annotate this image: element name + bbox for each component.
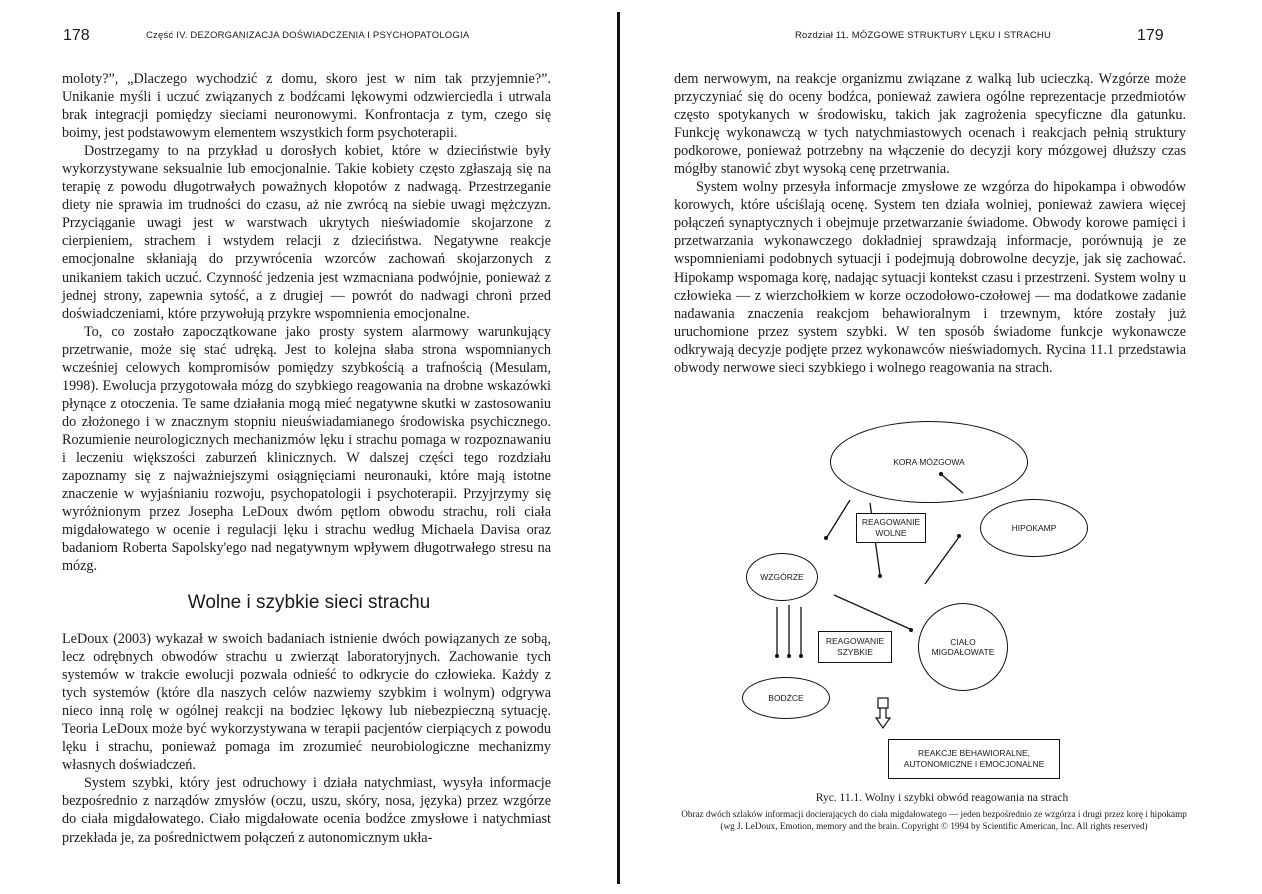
section-heading: Wolne i szybkie sieci strachu [187,592,431,613]
arrow-dot [957,534,961,538]
arrow-dot [824,536,828,540]
arrow-cialo-reakcje-base [878,698,888,708]
fear-circuit-diagram [722,395,1142,785]
node-cialo-migdalowate: CIAŁO MIGDAŁOWATE [918,603,1008,691]
figure-caption-body: Obraz dwóch szlaków informacji docierających do ciała migdałowatego — jeden bezpośrednio ze wzgórza i drugi przez korę i hipokamp (wg J. LeDoux, Emotion, memory and the brain. Copyright © 1994 by Scientific American, Inc. All rights reserved) [681,809,1187,831]
paragraph: To, co zostało zapoczątkowane jako prosty system alarmowy warunkujący przetrwanie, może się stać udręką. Jest to kolejna słaba strona wspomnianych wcześniej celowych kompromisów pomiędzy szybkością a trafnością (Mesulam, 1998). Ewolucja przygotowała mózg do szybkiego reagowania na drobne wskazówki płynące z otoczenia. Te same działania mogą mieć negatywne skutki w zastosowaniu do złożonego i w znacznym stopniu nieuświadamianego środowiska psychicznego. Rozumienie neurologicznych mechanizmów lęku i strachu pomaga w rozpoznawaniu i leczeniu większości zaburzeń klinicznych. W dalszej części tego rozdziału zapoznamy się z najważniejszymi osiągnięciami neuronauki, które mają istotne znaczenie w wyjaśnianiu rozwoju, psychopatologii i psychoterapii. Przyjrzymy się wyróżnionym przez Josepha LeDoux dwóm pętlom obwodu strachu, roli ciała migdałowatego w ocenie i regulacji lęku i strachu według Michaela Davisa oraz badaniom Roberta Sapolsky'ego nad negatywnym wpływem długotrwałego stresu na mózg. [62,323,551,575]
node-hipokamp: HIPOKAMP [980,499,1088,557]
body-text [674,70,1186,377]
node-reagowanie-szybkie: REAGOWANIE SZYBKIE [818,631,892,663]
paragraph: moloty?”, „Dlaczego wychodzić z domu, skoro jest w nim tak przyjemnie?”. Unikanie myśli i uczuć związanych z bodźcami lękowymi odzwierciedla i utrwala brak integracji pomiędzy sieciami neuronowymi. Konfrontacja z tym, czego się boimy, jest podstawowym elementem wszystkich form psychoterapii. [62,71,551,142]
paragraph: System szybki, który jest odruchowy i działa natychmiast, wysyła informacje bezpośrednio z narządów zmysłów (oczu, uszu, skóry, nosa, języka) przez wzgórze do ciała migdałowatego. Ciało migdałowate ocenia bodźce zmysłowe i natychmiast przekłada je, za pośrednictwem połączeń z autonomicznym ukła- [62,775,551,846]
node-wzgorze: WZGÓRZE [746,553,818,601]
arrow-dot [775,654,779,658]
arrow-dot [787,654,791,658]
node-reakcje: REAKCJE BEHAWIORALNE, AUTONOMICZNE I EMOCJONALNE [888,739,1060,779]
paragraph: dem nerwowym, na reakcje organizmu związane z walką lub ucieczką. Wzgórze może przyczyniać się do oceny bodźca, ponieważ zawiera ogólne reprezentacje przedmiotów często spotykanych w środowisku, takich jak zagrożenia specyficzne dla gatunku. Funkcję wykonawczą w tych natychmiastowych ocenach i reakcjach pełnią struktury podkorowe, ponieważ potrzebny na włączenie do decyzji kory mózgowej dłuższy czas mógłby stanowić zbyt wysoką cenę przetrwania. [674,71,1186,178]
arrow-wzgorze-kora [827,500,850,537]
node-kora-mozgowa: KORA MÓZGOWA [830,421,1028,503]
left-page [0,0,618,894]
page-number: 179 [1137,27,1164,44]
node-bodzce: BODŹCE [742,677,830,719]
running-header: Część IV. DEZORGANIZACJA DOŚWIADCZENIA I PSYCHOPATOLOGIA [146,30,470,41]
arrow-dot [799,654,803,658]
arrow-wzgorze-cialo [834,595,910,629]
page-number: 178 [63,27,90,44]
arrow-dot [909,628,913,632]
running-header: Rozdział 11. MÓZGOWE STRUKTURY LĘKU I STRACHU [795,30,1052,41]
right-page [622,0,1262,894]
body-text-bottom [62,630,551,847]
figure-caption-title: Ryc. 11.1. Wolny i szybki obwód reagowania na strach [815,792,1069,804]
arrow-dot [878,574,882,578]
paragraph: Dostrzegamy to na przykład u dorosłych kobiet, które w dzieciństwie były wykorzystywane seksualnie lub emocjonalnie. Takie kobiety często zgłaszają się na terapię z powodu długotrwałych poważnych kłopotów z nadwagą. Przestrzeganie diety nie sprawia im trudności do czasu, aż nie zwrócą na siebie uwagi mężczyzn. Przyciąganie uwagi jest w warstwach ukrytych nieświadomie skojarzone z cierpieniem, strachem i wstydem relacji z dzieciństwa. Negatywne reakcje emocjonalne skłaniają do przywrócenia wzorców zachowań skojarzonych z unikaniem takich uczuć. Czynność jedzenia jest wzmacniana podwójnie, ponieważ z jednej strony, zapewnia sytość, a z drugiej — powrót do nadwagi chroni przed doświadczeniami, które przywołują przykre wspomnienia emocjonalne. [62,143,551,322]
paragraph: System wolny przesyła informacje zmysłowe ze wzgórza do hipokampa i obwodów korowych, które uściślają ocenę. System ten działa wolniej, ponieważ zawiera więcej połączeń synaptycznych i obejmuje przetwarzanie świadome. Obwody korowe pamięci i przetwarzania wykonawczego dokładniej sprawdzają informacje, porównują je ze wspomnieniami podobnych sytuacji i podejmują dobrowolne decyzje, jak się zachować. Hipokamp wspomaga korę, nadając sytuacji kontekst czasu i przestrzeni. System wolny u człowieka — z wierzchołkiem w korze oczodołowo-czołowej — ma dodatkowe zadanie nadawania znaczenia reakcjom behawioralnym i trzewnym, które zostały już uruchomione przez system szybki. W ten sposób świadome funkcje wykonawcze odkrywają decyzje podjęte przez wykonawców nieświadomych. Rycina 11.1 przedstawia obwody nerwowe sieci szybkiego i wolnego reagowania na strach. [674,179,1186,376]
node-reagowanie-wolne: REAGOWANIE WOLNE [856,513,926,543]
body-text-top [62,70,551,575]
paragraph: LeDoux (2003) wykazał w swoich badaniach istnienie dwóch powiązanych ze sobą, lecz odrębnych obwodów strachu u zwierząt laboratoryjnych. Zachowanie tych systemów w trakcie ewolucji pozwala odnieść to odkrycie do człowieka. Każdy z tych systemów (które dla naszych celów nazwiemy szybkim i wolnym) odgrywa nieco inną rolę w ogólnej reakcji na bodziec lękowy lub niebezpieczną sytuację. Teoria LeDoux może być wykorzystywana w terapii pacjentów cierpiących z powodu lęku i strachu, ponieważ pomaga im zrozumieć neurobiologiczne mechanizmy własnych doświadczeń. [62,631,551,774]
arrow-hipokamp-cialo [925,537,959,584]
